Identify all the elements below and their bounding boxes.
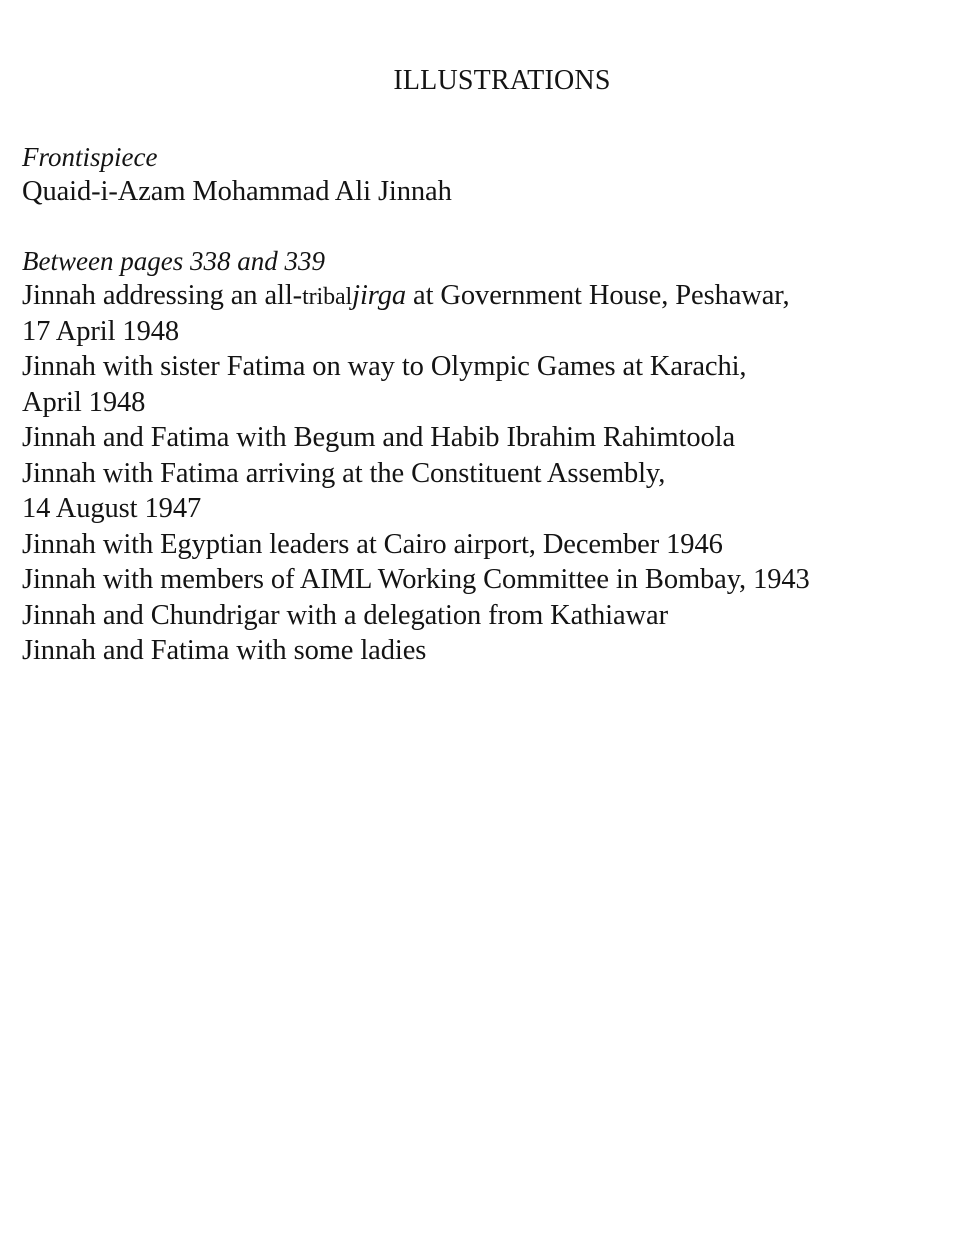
between-pages-label: Between pages 338 and 339 (22, 246, 325, 276)
caption-text-italic: jirga (352, 280, 406, 311)
frontispiece-caption: Quaid-i-Azam Mohammad Ali Jinnah (22, 176, 452, 207)
illustration-caption: Jinnah and Fatima with Begum and Habib Ibrahim Rahimtoola (22, 422, 736, 453)
illustration-caption: Jinnah with sister Fatima on way to Olympic Games at Karachi, (22, 351, 747, 382)
illustration-caption: Jinnah with Fatima arriving at the Constituent Assembly, (22, 457, 666, 489)
illustration-caption: Jinnah and Chundrigar with a delegation from Kathiawar (22, 599, 668, 631)
illustration-caption (22, 278, 962, 314)
caption-text: at Government House, Peshawar, (406, 280, 790, 311)
frontispiece-section (22, 140, 962, 210)
illustration-caption: Jinnah with members of AIML Working Committee in Bombay, 1943 (22, 564, 810, 595)
illustration-caption: April 1948 (22, 386, 146, 418)
page-heading: ILLUSTRATIONS (393, 65, 611, 96)
illustration-caption: 17 April 1948 (22, 315, 180, 347)
frontispiece-label: Frontispiece (22, 142, 158, 172)
illustration-caption: Jinnah with Egyptian leaders at Cairo airport, December 1946 (22, 528, 723, 560)
between-pages-section (22, 244, 962, 669)
caption-text: Jinnah addressing an all- (22, 280, 303, 311)
illustration-caption: Jinnah and Fatima with some ladies (22, 635, 427, 666)
illustration-caption: 14 August 1947 (22, 493, 202, 524)
caption-text-small: tribal (302, 284, 353, 310)
